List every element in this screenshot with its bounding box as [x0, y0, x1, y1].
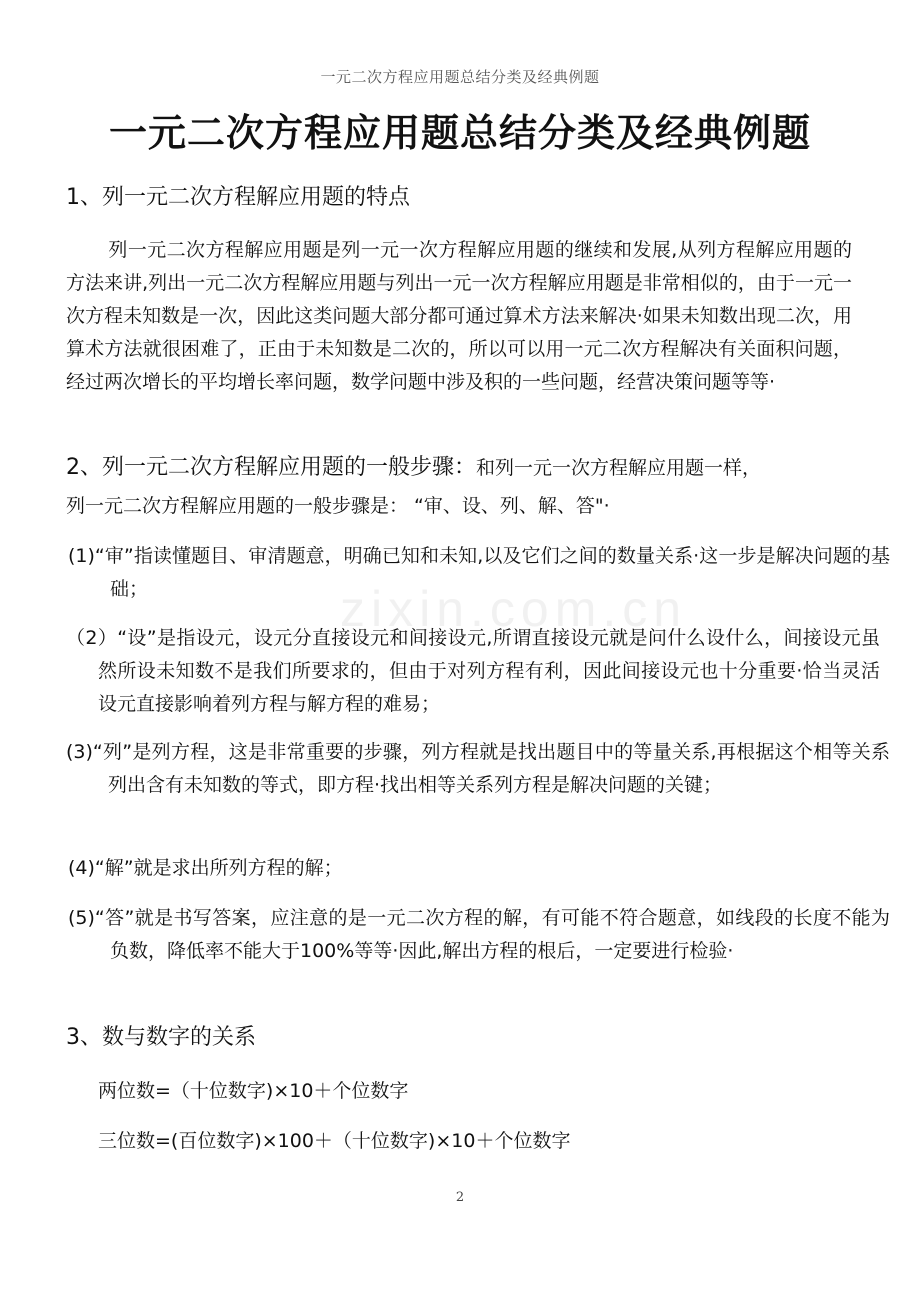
- formula-three-digit: 三位数=(百位数字)×100＋（十位数字)×10＋个位数字: [98, 1130, 571, 1152]
- running-header: 一元二次方程应用题总结分类及经典例题: [320, 68, 600, 86]
- formula-two-digit: 两位数=（十位数字)×10＋个位数字: [98, 1080, 409, 1102]
- section-1-paragraph: [66, 234, 852, 399]
- section-1-text: 列一元二次方程解应用题是列一元一次方程解应用题的继续和发展,从列方程解应用题的方法来讲,列出一元二次方程解应用题与列出一元一次方程解应用题是非常相似的，由于一元一次方程未知数是一次，因此这类问题大部分都可通过算术方法来解决·如果未知数出现二次，用算术方法就很困难了，正由于未知数是二次的，所以可以用一元二次方程解决有关面积问题，经过两次增长的平均增长率问题，数学问题中涉及积的一些问题，经营决策问题等等·: [66, 239, 852, 393]
- section-heading-2: [66, 452, 856, 484]
- page-number: 2: [455, 1190, 465, 1205]
- document-title: 一元二次方程应用题总结分类及经典例题: [108, 111, 811, 155]
- step-4: (4)“解”就是求出所列方程的解；: [68, 857, 343, 879]
- step-2: （2）“设”是指设元，设元分直接设元和间接设元,所谓直接设元就是问什么设什么，间接设元虽然所设未知数不是我们所要求的，但由于对列方程有利，因此间接设元也十分重要·恰当灵活设元直接影响着列方程与解方程的难易；: [66, 627, 880, 715]
- section-heading-1: 1、列一元二次方程解应用题的特点: [66, 185, 410, 210]
- section-2-intro-line: 列一元二次方程解应用题的一般步骤是： “审、设、列、解、答"·: [66, 495, 610, 517]
- section-2-heading-text: 2、列一元二次方程解应用题的一般步骤：: [66, 455, 476, 480]
- watermark: zixin.com.cn: [340, 581, 688, 637]
- section-2-intro-tail: 和列一元一次方程解应用题一样，: [476, 457, 762, 479]
- step-1: (1)“审”指读懂题目、审清题意，明确已知和未知,以及它们之间的数量关系·这一步是解决问题的基础；: [68, 545, 890, 600]
- step-5: (5)“答”就是书写答案，应注意的是一元二次方程的解，有可能不符合题意，如线段的长度不能为负数，降低率不能大于100%等等·因此,解出方程的根后，一定要进行检验·: [68, 907, 890, 962]
- section-heading-3: 3、数与数字的关系: [66, 1025, 256, 1050]
- step-3: (3)“列”是列方程，这是非常重要的步骤，列方程就是找出题目中的等量关系,再根据这个相等关系列出含有未知数的等式，即方程·找出相等关系列方程是解决问题的关键；: [66, 741, 890, 796]
